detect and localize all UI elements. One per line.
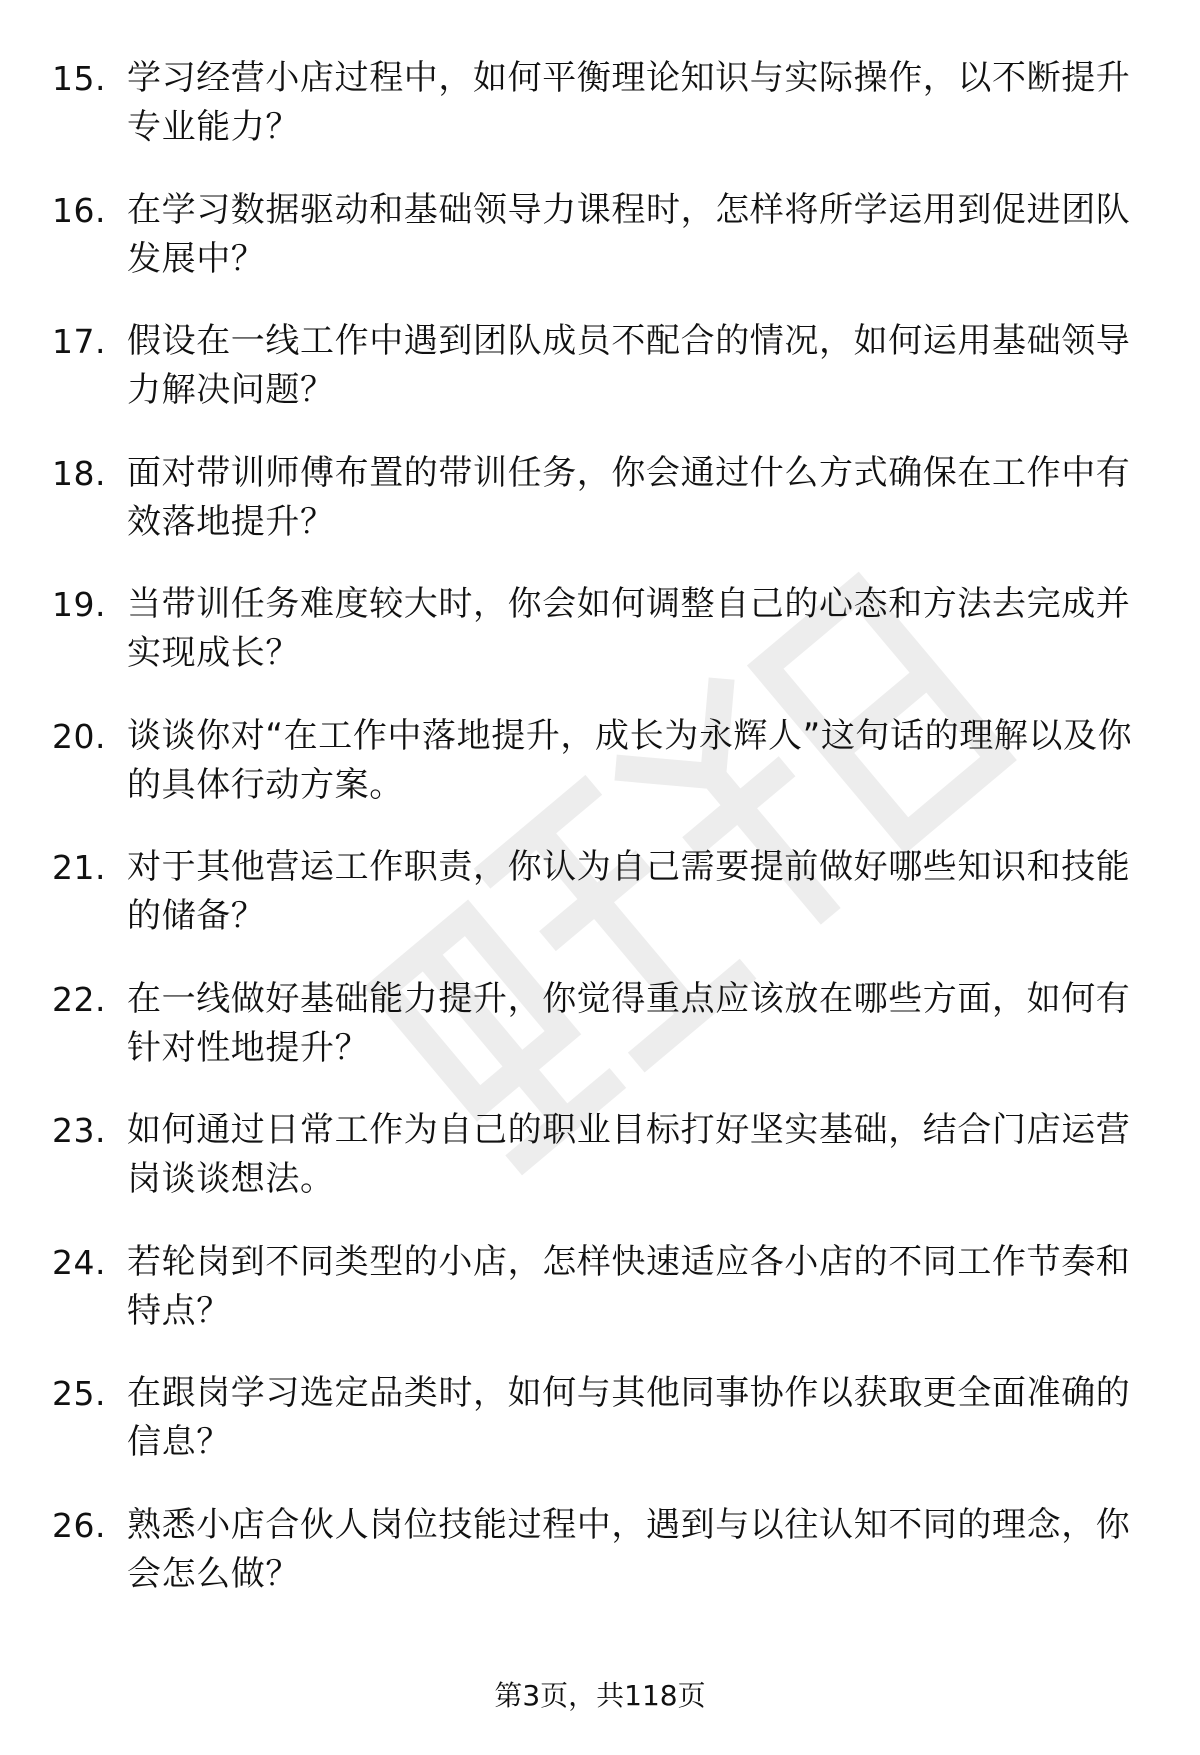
question-number: 23. <box>52 1111 106 1150</box>
question-text: 当带训任务难度较大时，你会如何调整自己的心态和方法去完成并实现成长？ <box>127 584 1131 673</box>
question-text: 谈谈你对“在工作中落地提升，成长为永辉人”这句话的理解以及你的具体行动方案。 <box>127 715 1133 805</box>
question-item <box>52 843 1152 975</box>
question-number: 25. <box>52 1374 106 1413</box>
question-item <box>52 975 1152 1107</box>
question-text: 对于其他营运工作职责，你认为自己需要提前做好哪些知识和技能的储备？ <box>127 847 1131 936</box>
question-number: 26. <box>52 1505 106 1545</box>
question-number: 20. <box>52 716 106 756</box>
question-item <box>52 580 1152 712</box>
question-number: 15. <box>52 59 106 98</box>
question-number: 17. <box>52 322 106 361</box>
question-item <box>52 449 1152 581</box>
question-text: 假设在一线工作中遇到团队成员不配合的情况，如何运用基础领导力解决问题？ <box>127 321 1131 410</box>
question-number: 16. <box>52 190 106 230</box>
question-item <box>52 54 1152 186</box>
question-item <box>52 1238 1152 1370</box>
question-text: 在学习数据驱动和基础领导力课程时，怎样将所学运用到促进团队发展中？ <box>127 189 1131 279</box>
question-item <box>52 317 1152 449</box>
question-text: 学习经营小店过程中，如何平衡理论知识与实际操作，以不断提升专业能力？ <box>127 58 1131 147</box>
question-number: 24. <box>52 1242 106 1282</box>
question-item <box>52 712 1152 844</box>
question-text: 若轮岗到不同类型的小店，怎样快速适应各小店的不同工作节奏和特点？ <box>127 1241 1131 1331</box>
question-text: 在跟岗学习选定品类时，如何与其他同事协作以获取更全面准确的信息？ <box>127 1373 1131 1462</box>
question-text: 熟悉小店合伙人岗位技能过程中，遇到与以往认知不同的理念，你会怎么做？ <box>127 1504 1131 1594</box>
question-number: 19. <box>52 585 106 624</box>
question-number: 18. <box>52 453 106 493</box>
page-footer: 第3页，共118页 <box>494 1679 706 1712</box>
question-number: 21. <box>52 848 106 887</box>
question-number: 22. <box>52 979 106 1019</box>
question-text: 如何通过日常工作为自己的职业目标打好坚实基础，结合门店运营岗谈谈想法。 <box>127 1110 1131 1199</box>
question-list <box>52 54 1152 1632</box>
question-text: 在一线做好基础能力提升，你觉得重点应该放在哪些方面，如何有针对性地提升？ <box>127 978 1131 1068</box>
question-item <box>52 1106 1152 1238</box>
question-item <box>52 1501 1152 1633</box>
question-item <box>52 1369 1152 1501</box>
question-item <box>52 186 1152 318</box>
question-text: 面对带训师傅布置的带训任务，你会通过什么方式确保在工作中有效落地提升？ <box>127 452 1131 542</box>
